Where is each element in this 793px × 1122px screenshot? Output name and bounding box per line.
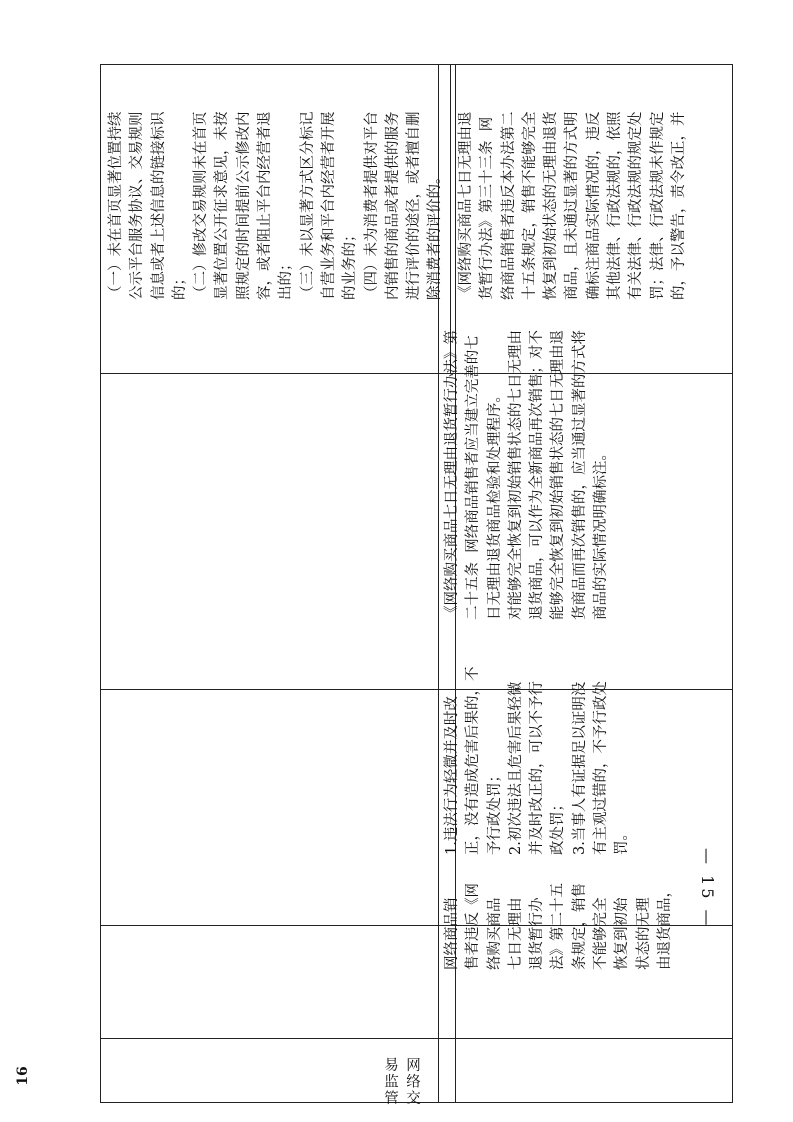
category-cell: 网络交易监管 xyxy=(382,1057,420,1107)
penalty-cell-continued: （一）未在首页显著位置持续 公示平台服务协议、交易规则 信息或者上述信息的链接标识 的； （二）修改交易规则未在首页 显著位置公开征求意见，未按 照规定的时间提前公示修改内 容，或者阻止平台内经营者退 出的； （三）未以显著方式区分标记 自营业务和平台内经营者开展 的业务的； （四）未为消费者提供对平台 内销售的商品或者提供的服务 进行评价的途径，或者擅自删 除消费者的评价的。 xyxy=(108,111,444,300)
legal-basis-cell: 《网络购买商品七日无理由退货暂行办法》第 二十五条 网络商品销售者应当建立完善的七 日无理由退货商品检验和处理程序。 对能够完全恢复到初始销售状态的七日无理由 退货商品，可以作为全新商品再次销售；对不 能够完全恢复到初始销售状态的七日无理由退 货商品而再次销售的，应当通过显著的方式将 商品的实际情况明确标注。 xyxy=(444,330,610,620)
row-separator xyxy=(101,689,732,690)
row-number: 16 xyxy=(15,1066,31,1086)
exemption-cell: 1.违法行为轻微并及时改 正，没有造成危害后果的，不 予行政处罚； 2.初次违法且危害后果轻微 并及时改正的，可以不予行 政处罚； 3.当事人有证据足以证明没 有主观过错的，不予行政处 罚。 xyxy=(444,666,631,855)
violation-subject-cell: 网络商品销 售者违反《网 络购买商品 七日无理由 退货暂行办 法》第二十五 条规定，销售 不能够完全 恢复到初始 状态的无理 由退货商品， xyxy=(444,883,673,970)
page-number: — 15 — xyxy=(698,848,717,929)
column-separator xyxy=(450,65,451,373)
row-separator xyxy=(101,1038,732,1039)
row-separator xyxy=(101,373,732,374)
penalty-cell: 《网络购买商品七日无理由退 货暂行办法》第三十三条 网 络商品销售者违反本办法第二 十五条规定，销售不能够完全 恢复到初始状态的无理由退货 商品，且未通过显著的方式明 确标注商品实际情况的，违反 其他法律、行政法规的，依照 有关法律、行政法规的规定处 罚；法律、行政法规未作规定 的，予以警告，责令改正，并 xyxy=(458,111,687,300)
